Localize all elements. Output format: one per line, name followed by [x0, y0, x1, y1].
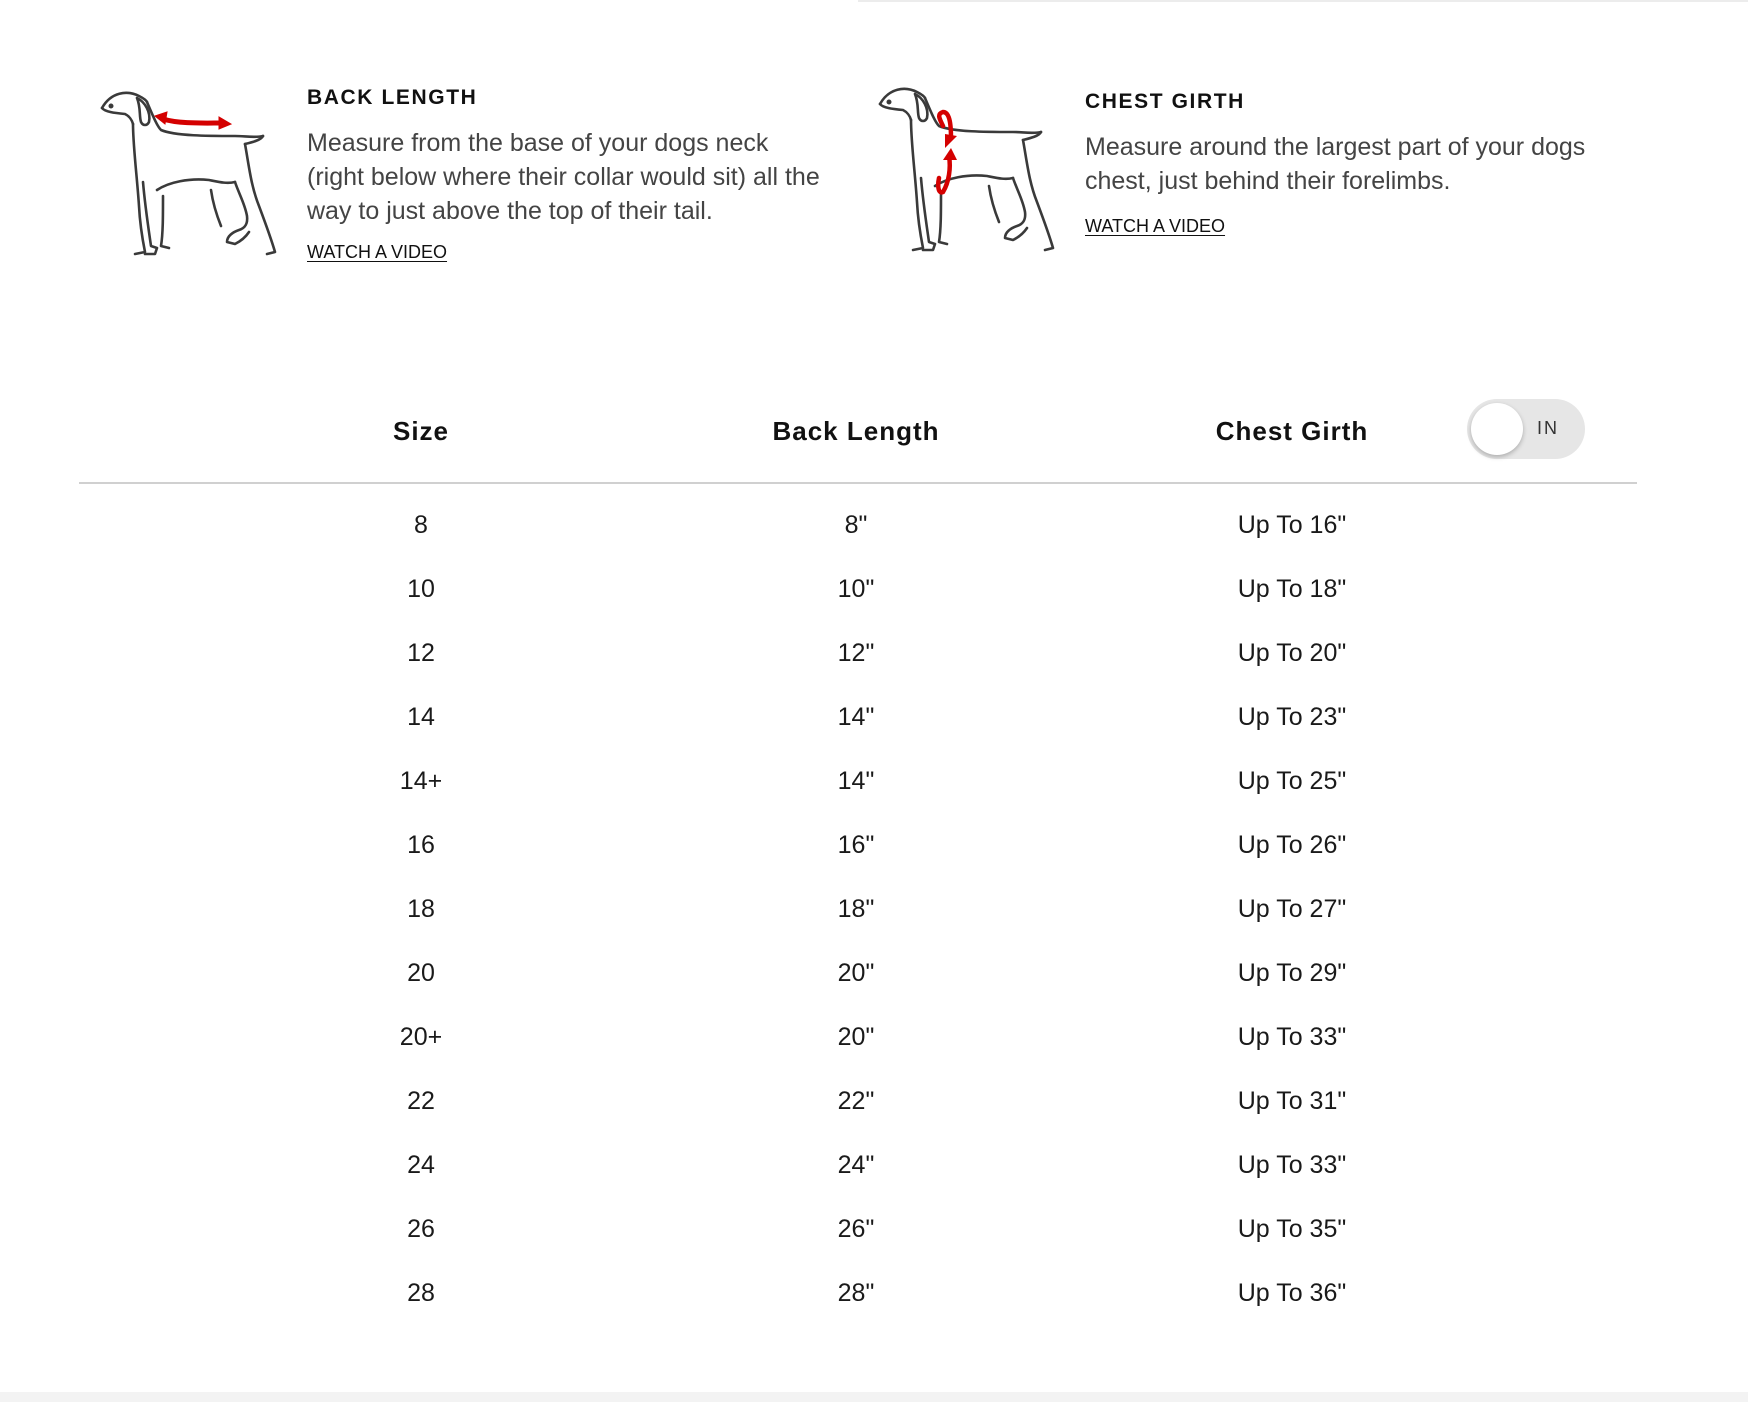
table-body [79, 484, 1637, 1327]
table-row [79, 495, 1637, 559]
back-length-title: BACK LENGTH [307, 86, 478, 109]
size-chart-table [79, 380, 1637, 1327]
table-row [79, 1007, 1637, 1071]
cell-size: 28 [407, 1279, 435, 1307]
cell-size: 20 [407, 959, 435, 987]
cell-chest-girth: Up To 33" [1237, 1151, 1347, 1179]
cell-back-length: 22" [837, 1087, 875, 1115]
chest-girth-description: Measure around the largest part of your dogs chest, just behind their forelimbs. [1085, 133, 1586, 195]
cell-size: 10 [407, 575, 435, 603]
header-chest-girth: Chest Girth [1215, 416, 1369, 446]
unit-toggle-knob[interactable] [1471, 403, 1523, 455]
table-row [79, 559, 1637, 623]
cell-chest-girth: Up To 25" [1237, 767, 1347, 795]
cell-back-length: 20" [837, 1023, 875, 1051]
cell-size: 26 [407, 1215, 435, 1243]
cell-chest-girth: Up To 23" [1237, 703, 1347, 731]
table-row [79, 751, 1637, 815]
chest-girth-watch-video-link[interactable]: WATCH A VIDEO [1085, 216, 1226, 236]
header-size: Size [392, 416, 450, 446]
table-row [79, 1263, 1637, 1327]
cell-size: 14+ [399, 767, 443, 795]
cell-size: 20+ [399, 1023, 443, 1051]
table-row [79, 687, 1637, 751]
table-row [79, 879, 1637, 943]
back-measure-arrow [155, 112, 231, 129]
dog-chest-girth-icon [877, 82, 1057, 256]
chest-girth-guide [877, 90, 1657, 260]
header-back-length: Back Length [772, 416, 940, 446]
cell-chest-girth: Up To 36" [1237, 1279, 1347, 1307]
table-row [79, 623, 1637, 687]
dog-back-length-icon [99, 86, 279, 260]
table-row [79, 1135, 1637, 1199]
cell-chest-girth: Up To 18" [1237, 575, 1347, 603]
cell-chest-girth: Up To 29" [1237, 959, 1347, 987]
cell-chest-girth: Up To 20" [1237, 639, 1347, 667]
cell-back-length: 28" [837, 1279, 875, 1307]
cell-size: 18 [407, 895, 435, 923]
cell-back-length: 14" [837, 703, 875, 731]
cell-back-length: 12" [837, 639, 875, 667]
table-row [79, 1199, 1637, 1263]
cell-chest-girth: Up To 26" [1237, 831, 1347, 859]
top-divider [858, 0, 1748, 2]
cell-size: 22 [407, 1087, 435, 1115]
cell-size: 12 [407, 639, 435, 667]
table-header [79, 380, 1637, 484]
cell-back-length: 20" [837, 959, 875, 987]
back-length-description: Measure from the base of your dogs neck (right below where their collar would sit) all the way to just above the top of their tail. [307, 129, 820, 225]
chest-girth-title: CHEST GIRTH [1085, 90, 1245, 113]
cell-back-length: 16" [837, 831, 875, 859]
cell-chest-girth: Up To 16" [1237, 511, 1347, 539]
unit-toggle-label: IN [1537, 418, 1559, 438]
cell-chest-girth: Up To 33" [1237, 1023, 1347, 1051]
cell-back-length: 26" [837, 1215, 875, 1243]
cell-size: 14 [407, 703, 435, 731]
table-row [79, 943, 1637, 1007]
cell-size: 24 [407, 1151, 435, 1179]
bottom-band [0, 1392, 1748, 1402]
back-length-watch-video-link[interactable]: WATCH A VIDEO [307, 242, 448, 262]
table-row [79, 815, 1637, 879]
cell-chest-girth: Up To 35" [1237, 1215, 1347, 1243]
cell-back-length: 8" [844, 511, 868, 539]
back-length-guide [99, 86, 819, 276]
cell-chest-girth: Up To 27" [1237, 895, 1347, 923]
cell-size: 16 [407, 831, 435, 859]
table-row [79, 1071, 1637, 1135]
cell-chest-girth: Up To 31" [1237, 1087, 1347, 1115]
cell-size: 8 [414, 511, 428, 539]
cell-back-length: 18" [837, 895, 875, 923]
unit-toggle[interactable] [1467, 399, 1585, 459]
cell-back-length: 24" [837, 1151, 875, 1179]
cell-back-length: 10" [837, 575, 875, 603]
cell-back-length: 14" [837, 767, 875, 795]
